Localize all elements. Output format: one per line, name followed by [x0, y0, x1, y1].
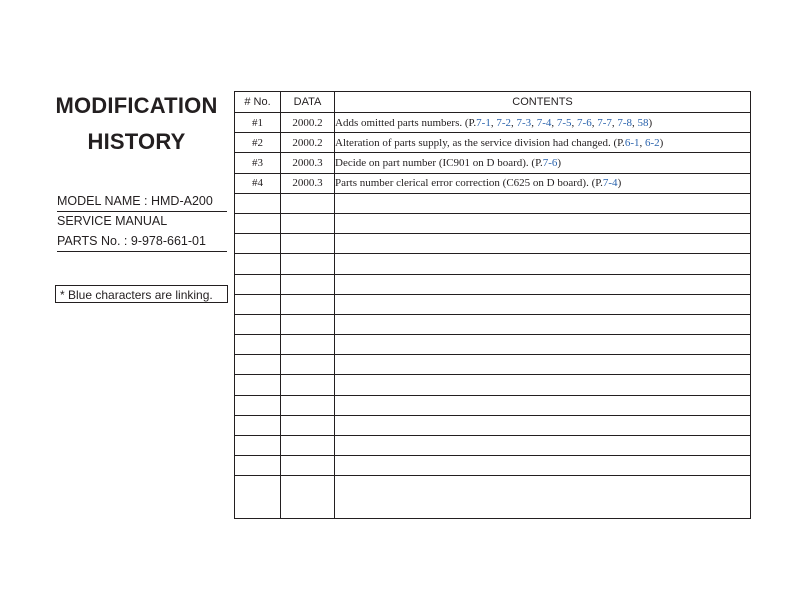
empty-cell: [235, 193, 281, 213]
page-link[interactable]: 7-3: [516, 116, 532, 129]
empty-cell: [281, 476, 335, 519]
empty-table-row: [235, 274, 751, 294]
page-link[interactable]: 6-2: [644, 136, 660, 149]
empty-table-row: [235, 355, 751, 375]
empty-cell: [281, 355, 335, 375]
page-link[interactable]: 7-6: [542, 156, 558, 169]
header-number: # No.: [235, 92, 281, 113]
table-row: [235, 173, 751, 193]
service-manual-label: SERVICE MANUAL: [57, 214, 168, 228]
empty-cell: [235, 213, 281, 233]
row-description: Parts number clerical error correction (C625 on D board). (P.: [335, 177, 603, 190]
empty-table-row: [235, 314, 751, 334]
row-description-end: ): [648, 116, 653, 129]
row-number: #4: [235, 173, 281, 193]
table-row: [235, 113, 751, 133]
page-link[interactable]: 7-2: [496, 116, 512, 129]
row-contents: Alteration of parts supply, as the service division had changed. (P.6-1, 6-2): [335, 133, 751, 153]
empty-cell: [235, 294, 281, 314]
row-number: #3: [235, 153, 281, 173]
parts-number: PARTS No. : 9-978-661-01: [57, 234, 227, 252]
empty-cell: [335, 456, 751, 476]
empty-cell: [235, 436, 281, 456]
row-date: 2000.3: [281, 173, 335, 193]
empty-table-row: [235, 234, 751, 254]
header-date: DATA: [281, 92, 335, 113]
empty-cell: [335, 193, 751, 213]
empty-cell: [335, 335, 751, 355]
empty-cell: [235, 254, 281, 274]
row-contents: Adds omitted parts numbers. (P.7-1, 7-2, 7-3, 7-4, 7-5, 7-6, 7-7, 7-8, 58): [335, 113, 751, 133]
row-date: 2000.2: [281, 113, 335, 133]
model-name: MODEL NAME : HMD-A200: [57, 194, 227, 212]
empty-cell: [335, 375, 751, 395]
empty-cell: [335, 294, 751, 314]
empty-cell: [335, 213, 751, 233]
empty-table-row: [235, 294, 751, 314]
empty-cell: [335, 415, 751, 435]
empty-cell: [335, 476, 751, 519]
page-link[interactable]: 7-1: [476, 116, 491, 129]
empty-cell: [281, 274, 335, 294]
empty-table-row: [235, 436, 751, 456]
header-contents: CONTENTS: [335, 92, 751, 113]
page-link[interactable]: 6-1: [624, 136, 640, 149]
row-description: Decide on part number (IC901 on D board). (P.: [335, 156, 543, 169]
row-number: #1: [235, 113, 281, 133]
row-description-end: ): [617, 177, 622, 190]
empty-cell: [281, 234, 335, 254]
empty-cell: [281, 213, 335, 233]
empty-cell: [335, 436, 751, 456]
row-description-end: ): [557, 156, 562, 169]
page-title-line-2: HISTORY: [87, 129, 186, 154]
empty-cell: [335, 395, 751, 415]
page-link[interactable]: 7-6: [577, 116, 592, 129]
table-row: [235, 133, 751, 153]
empty-cell: [281, 436, 335, 456]
page-link[interactable]: 7-5: [556, 116, 572, 129]
page-link[interactable]: 7-4: [602, 177, 618, 190]
row-contents: [335, 173, 751, 193]
empty-cell: [281, 415, 335, 435]
blue-link-note: * Blue characters are linking.: [55, 285, 228, 303]
page-link[interactable]: 7-4: [536, 116, 552, 129]
empty-cell: [281, 294, 335, 314]
empty-cell: [335, 234, 751, 254]
empty-cell: [235, 355, 281, 375]
empty-cell: [235, 335, 281, 355]
row-date: 2000.2: [281, 133, 335, 153]
empty-cell: [235, 314, 281, 334]
row-description: Adds omitted parts numbers. (P.: [335, 116, 477, 129]
table-row: [235, 153, 751, 173]
empty-table-row: [235, 213, 751, 233]
empty-cell: [335, 254, 751, 274]
empty-cell: [335, 355, 751, 375]
page-link[interactable]: 58: [637, 116, 649, 129]
empty-cell: [335, 314, 751, 334]
page-title-line-1: MODIFICATION: [55, 93, 218, 118]
empty-table-row: [235, 254, 751, 274]
empty-table-row: [235, 456, 751, 476]
empty-table-row: [235, 395, 751, 415]
empty-cell: [281, 314, 335, 334]
empty-cell: [335, 274, 751, 294]
table-header-row: [235, 92, 751, 113]
page-link[interactable]: 7-8: [617, 116, 633, 129]
row-description: Alteration of parts supply, as the service division had changed. (P.: [335, 136, 625, 149]
row-description-end: ): [659, 136, 664, 149]
empty-cell: [281, 456, 335, 476]
empty-cell: [281, 254, 335, 274]
page-link[interactable]: 7-7: [597, 116, 612, 129]
modification-history-table: [234, 91, 751, 519]
empty-table-row: [235, 335, 751, 355]
empty-cell: [281, 395, 335, 415]
empty-cell: [235, 415, 281, 435]
empty-table-row: [235, 415, 751, 435]
empty-cell: [235, 375, 281, 395]
empty-cell: [235, 234, 281, 254]
empty-cell: [235, 476, 281, 519]
empty-table-row: [235, 193, 751, 213]
row-date: 2000.3: [281, 153, 335, 173]
empty-cell: [281, 375, 335, 395]
row-contents: [335, 153, 751, 173]
empty-table-row: [235, 476, 751, 519]
empty-cell: [235, 395, 281, 415]
empty-cell: [281, 193, 335, 213]
row-number: #2: [235, 133, 281, 153]
empty-cell: [235, 274, 281, 294]
empty-cell: [281, 335, 335, 355]
empty-cell: [235, 456, 281, 476]
empty-table-row: [235, 375, 751, 395]
